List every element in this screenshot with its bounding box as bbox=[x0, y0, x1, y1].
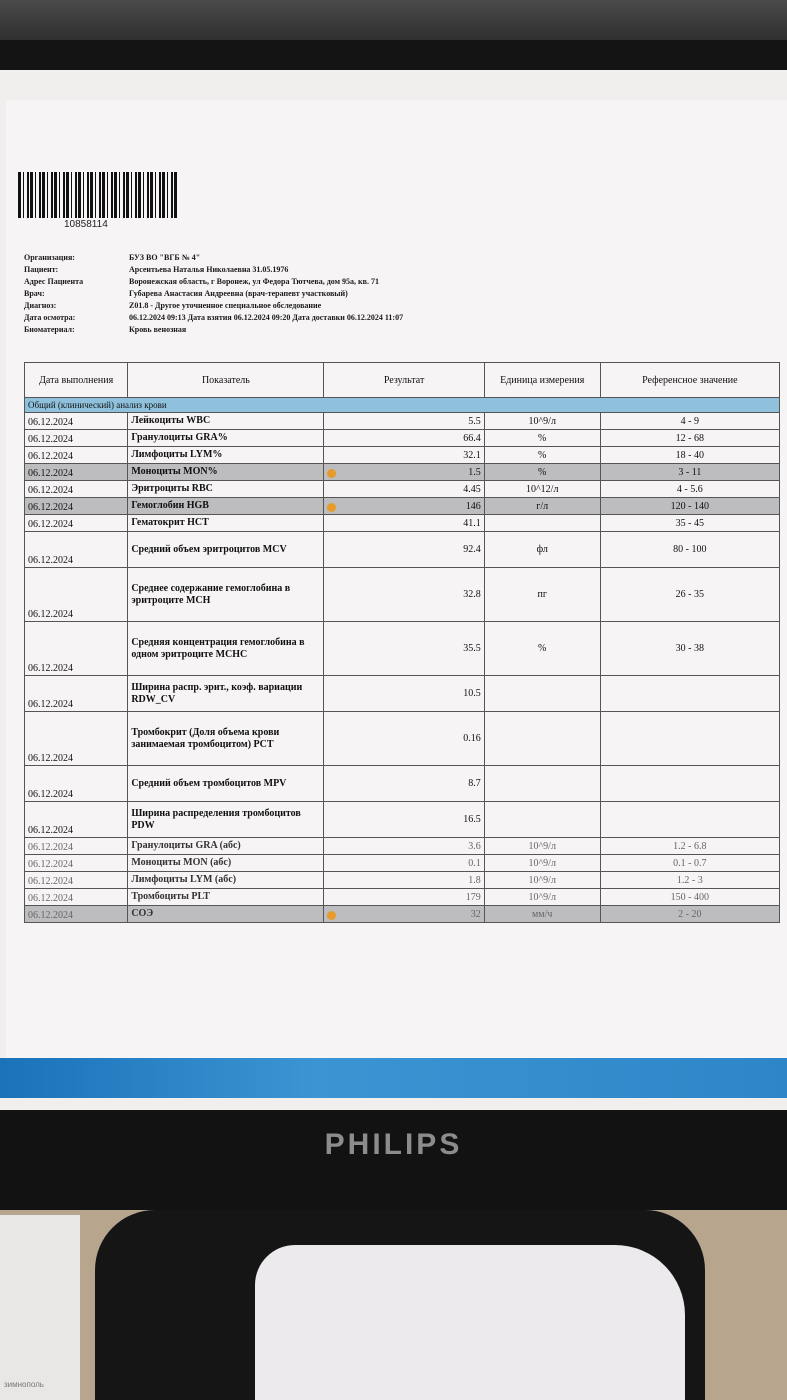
warning-dot-icon bbox=[327, 503, 336, 512]
table-row: 06.12.2024 Лимфоциты LYM% 32.1 % 18 - 40 bbox=[25, 447, 780, 464]
table-row: 06.12.2024 Тромбоциты PLT 179 10^9/л 150 - 400 bbox=[25, 889, 780, 906]
table-row: 06.12.2024 Среднее содержание гемоглобина в эритроците MCH 32.8 пг 26 - 35 bbox=[25, 568, 780, 622]
meta-row-biomaterial: Биоматериал: Кровь венозная bbox=[24, 325, 187, 334]
windows-taskbar[interactable] bbox=[0, 1058, 787, 1098]
table-row: 06.12.2024 Ширина распр. эрит., коэф. вариации RDW_CV 10.5 bbox=[25, 676, 780, 712]
lab-report-page bbox=[6, 100, 787, 1090]
table-row: 06.12.2024 Ширина распределения тромбоцитов PDW 16.5 bbox=[25, 802, 780, 838]
table-row: 06.12.2024 Гранулоциты GRA (абс) 3.6 10^9/л 1.2 - 6.8 bbox=[25, 838, 780, 855]
table-header bbox=[25, 363, 780, 398]
table-row: 06.12.2024 Моноциты MON (абс) 0.1 10^9/л 0.1 - 0.7 bbox=[25, 855, 780, 872]
meta-row-doctor: Врач: Губарева Анастасия Андреевна (врач-терапевт участковый) bbox=[24, 289, 348, 298]
section-row bbox=[25, 398, 780, 413]
meta-row-address: Адрес Пациента Воронежская область, г Воронеж, ул Федора Тютчева, дом 95а, кв. 71 bbox=[24, 277, 379, 286]
table-row-flagged: 06.12.2024 Моноциты MON% 1.5 % 3 - 11 bbox=[25, 464, 780, 481]
meta-row-diagnosis: Диагноз: Z01.8 - Другое уточненное специальное обследование bbox=[24, 301, 322, 310]
meta-row-dates: Дата осмотра: 06.12.2024 09:13 Дата взятия 06.12.2024 09:20 Дата доставки 06.12.2024 11:07 bbox=[24, 313, 404, 322]
results-table bbox=[24, 362, 780, 923]
patient-info bbox=[24, 252, 784, 336]
table-row: 06.12.2024 Тромбокрит (Доля объема крови занимаемая тромбоцитом) PCT 0.16 bbox=[25, 712, 780, 766]
monitor-screen bbox=[0, 70, 787, 1110]
meta-row-organization: Организация: БУЗ ВО "ВГБ № 4" bbox=[24, 253, 201, 262]
desk-paper-text: зимнополь bbox=[4, 1380, 44, 1389]
table-row: 06.12.2024 Средняя концентрация гемоглобина в одном эритроците MCHC 35.5 % 30 - 38 bbox=[25, 622, 780, 676]
table-row: 06.12.2024 Средний объем эритроцитов MCV 92.4 фл 80 - 100 bbox=[25, 532, 780, 568]
meta-row-patient: Пациент: Арсентьева Наталья Николаевна 31.05.1976 bbox=[24, 265, 289, 274]
header-unit: Единица измерения bbox=[484, 363, 600, 398]
barcode-number: 10858114 bbox=[64, 219, 108, 230]
header-ref: Референсное значение bbox=[600, 363, 779, 398]
table-row: 06.12.2024 Гранулоциты GRA% 66.4 % 12 - 68 bbox=[25, 430, 780, 447]
monitor-brand-logo: PHILIPS bbox=[324, 1128, 463, 1161]
table-row: 06.12.2024 Эритроциты RBC 4.45 10^12/л 4 - 5.6 bbox=[25, 481, 780, 498]
table-row-flagged: 06.12.2024 Гемоглобин HGB 146 г/л 120 - 140 bbox=[25, 498, 780, 515]
table-row: 06.12.2024 Гематокрит HCT 41.1 35 - 45 bbox=[25, 515, 780, 532]
barcode bbox=[18, 172, 178, 218]
table-row: 06.12.2024 Лимфоциты LYM (абс) 1.8 10^9/л 1.2 - 3 bbox=[25, 872, 780, 889]
warning-dot-icon bbox=[327, 469, 336, 478]
table-row: 06.12.2024 Средний объем тромбоцитов MPV 8.7 bbox=[25, 766, 780, 802]
desk-paper bbox=[0, 1215, 80, 1400]
warning-dot-icon bbox=[327, 911, 336, 920]
table-row: 06.12.2024 Лейкоциты WBC 5.5 10^9/л 4 - 9 bbox=[25, 413, 780, 430]
header-name: Показатель bbox=[128, 363, 324, 398]
header-date: Дата выполнения bbox=[25, 363, 128, 398]
header-result: Результат bbox=[324, 363, 484, 398]
table-row-flagged: 06.12.2024 СОЭ 32 мм/ч 2 - 20 bbox=[25, 906, 780, 923]
white-cloth bbox=[255, 1245, 685, 1400]
section-title: Общий (клинический) анализ крови bbox=[25, 398, 780, 413]
